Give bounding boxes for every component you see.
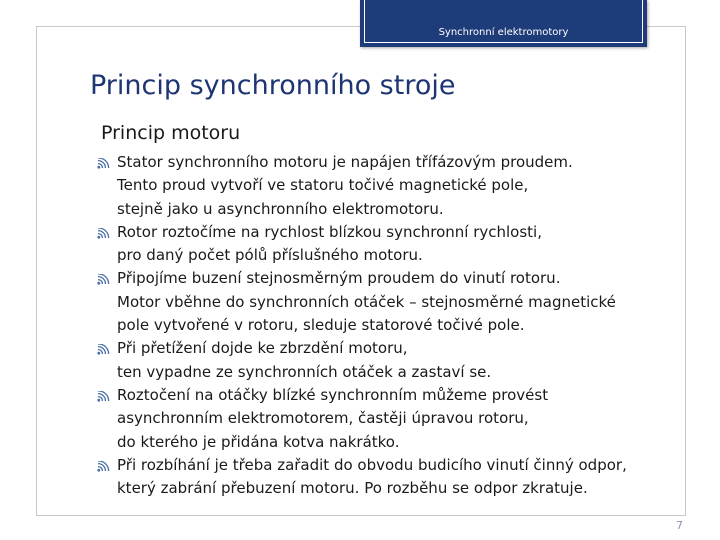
bullet-line: Při rozbíhání je třeba zařadit do obvodu budicího vinutí činný odpor,: [117, 455, 627, 474]
bullet-item: [97, 384, 687, 454]
wifi-bullet-icon: [97, 344, 110, 355]
bullet-line: Roztočení na otáčky blízké synchronním můžeme provést: [117, 385, 549, 404]
bullet-item: [97, 454, 687, 501]
bullet-line: do kterého je přidána kotva nakrátko.: [117, 432, 400, 451]
header-tab-border: [364, 0, 643, 43]
bullet-line: který zabrání přebuzení motoru. Po rozběhu se odpor zkratuje.: [117, 479, 588, 498]
page-number: 7: [676, 519, 683, 532]
bullet-line: Motor vběhne do synchronních otáček – stejnosměrné magnetické: [117, 292, 616, 311]
wifi-bullet-icon: [97, 274, 110, 285]
wifi-bullet-icon: [97, 391, 110, 402]
slide-title: Princip synchronního stroje: [90, 70, 456, 101]
bullet-line: asynchronním elektromotorem, častěji úpravou rotoru,: [117, 409, 529, 428]
bullet-line: pro daný počet pólů příslušného motoru.: [117, 246, 423, 265]
bullet-line: pole vytvořené v rotoru, sleduje statorové točivé pole.: [117, 316, 525, 335]
bullet-item: [97, 337, 687, 384]
wifi-bullet-icon: [97, 461, 110, 472]
bullet-item: [97, 151, 687, 221]
bullet-item: [97, 267, 687, 337]
slide-subtitle: Princip motoru: [101, 122, 241, 144]
bullet-line: Při přetížení dojde ke zbrzdění motoru,: [117, 339, 408, 358]
header-tab: [360, 0, 647, 47]
bullet-line: Rotor roztočíme na rychlost blízkou synchronní rychlosti,: [117, 222, 542, 241]
wifi-bullet-icon: [97, 158, 110, 169]
header-label: Synchronní elektromotory: [438, 27, 569, 38]
bullet-item: [97, 221, 687, 268]
bullet-line: Stator synchronního motoru je napájen třífázovým proudem.: [117, 153, 573, 171]
bullet-line: ten vypadne ze synchronních otáček a zastaví se.: [117, 362, 492, 381]
bullet-line: Tento proud vytvoří ve statoru točivé magnetické pole,: [117, 176, 529, 195]
bullet-list: [97, 151, 687, 500]
bullet-line: Připojíme buzení stejnosměrným proudem do vinutí rotoru.: [117, 269, 561, 288]
wifi-bullet-icon: [97, 228, 110, 239]
bullet-line: stejně jako u asynchronního elektromotoru.: [117, 199, 444, 218]
